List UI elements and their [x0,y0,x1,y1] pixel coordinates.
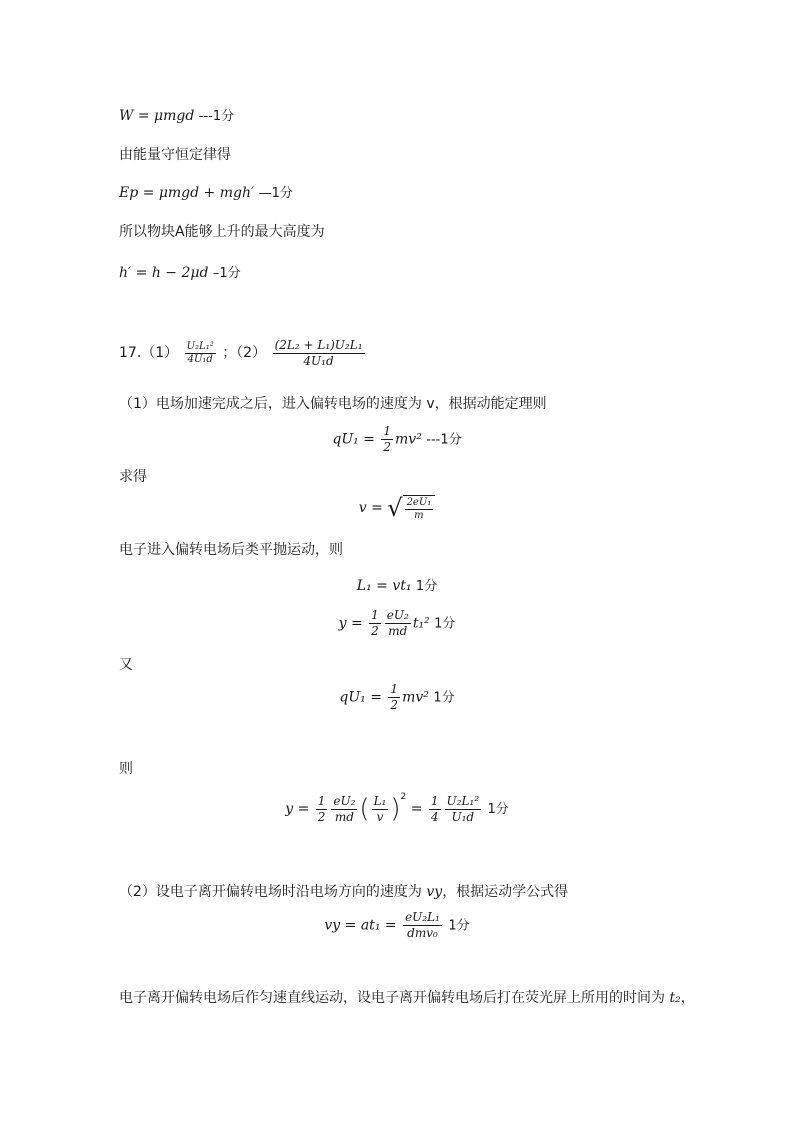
numerator: 1 [317,793,326,808]
denominator: md [334,809,354,824]
lhs: qU₁ = [332,431,375,448]
answer-2-denominator: 4U₁d [303,353,334,368]
radicand-fraction [405,497,434,522]
denominator: v [376,809,384,824]
denominator: md [388,624,408,638]
numerator: U₂L₁² [446,793,480,808]
question-number: 17.（1） [119,345,179,361]
equation-deflection: y = $\frac{1}{2}$ $\frac{\text{eU₂}}{md}$ ( $\frac{\text{L₁}}{v}$ )$^2$ = $\frac{1}{4}$ $\frac{\text{U₂L₁²}}{\text{U₁d}}$ 1分 [285,792,509,824]
denominator: 4 [430,809,439,824]
numerator: eU₂L₁ [405,910,440,924]
half-fraction [388,682,400,713]
variable: t₂ [669,990,681,1006]
sqrt-icon: √ $\frac{\text{2eU₁}}{m}$ [387,494,435,522]
acceleration-fraction [331,794,357,825]
answer-1-numerator: U₂L₁² [186,340,214,352]
text-then: 则 [119,761,133,777]
text-also: 又 [119,657,133,673]
numerator: eU₂ [333,793,356,808]
denominator: m [414,509,424,521]
quarter-fraction [429,794,441,825]
time-fraction [372,794,389,825]
half-fraction [316,794,328,825]
numerator: eU₂ [386,608,409,622]
equation-kinetic-energy-2 [0,682,794,713]
lhs: y = [285,801,310,817]
rhs: mv² [402,689,429,706]
denominator: 2 [383,440,392,454]
text-projectile-motion: 电子进入偏转电场后类平抛运动，则 [119,542,343,558]
lhs: qU₁ = [339,689,382,706]
formula: W = μmgd [119,108,195,124]
numerator: 1 [371,608,379,622]
text: （2）设电子离开偏转电场时沿电场方向的速度为 [119,884,427,900]
equation-vertical-velocity [0,910,794,941]
formula: L₁ = vt₁ [356,578,412,594]
exponent: 2 [400,792,407,802]
half-fraction [381,424,393,455]
score-mark: 1分 [487,802,509,817]
equation-length [0,575,794,594]
score-mark: 1分 [433,690,455,706]
score-mark: ---1分 [198,109,235,124]
text-part1-intro: （1）电场加速完成之后，进入偏转电场的速度为 v，根据动能定理则 [119,396,547,412]
equation-displacement [0,608,794,639]
denominator: U₁d [451,809,475,824]
rhs: mv² [395,431,422,448]
lhs: v = [358,500,383,516]
score-mark: ---1分 [426,432,462,448]
lhs: y = [338,615,363,632]
denominator: 2 [371,624,379,638]
text-part2-intro [119,882,568,902]
acceleration-fraction [385,608,411,639]
answer-1-fraction [185,341,216,366]
half-fraction [369,608,381,639]
equation-potential-energy [119,183,293,204]
score-mark: 1分 [434,616,456,632]
answer-2-fraction [273,338,365,369]
score-mark: 1分 [415,579,438,594]
time-squared: t₁² [412,615,430,632]
formula: Ep = μmgd + mgh′ [119,185,255,201]
equation-work [119,106,234,127]
text: ， [680,990,695,1006]
score-mark: —1分 [258,186,293,201]
text-max-height: 所以物块A能够上升的最大高度为 [119,224,325,240]
equation-kinetic-energy-1 [0,424,794,455]
text-solve: 求得 [119,469,147,485]
denominator: dmv₀ [407,926,438,940]
numerator: L₁ [373,793,387,808]
velocity-fraction [403,910,442,941]
formula: h′ = h − 2μd [119,265,209,281]
numerator: 1 [430,793,439,808]
question-17-answers [119,336,367,370]
numerator: 1 [383,424,392,438]
lhs: vy = at₁ = [324,917,397,934]
answer-1-denominator: 4U₁d [187,353,213,365]
answer-separator: ；（2） [222,345,267,361]
variable: vy [426,884,443,900]
text: ，根据运动学公式得 [442,884,569,900]
text: 电子离开偏转电场后作匀速直线运动，设电子离开偏转电场后打在荧光屏上所用的时间为 [119,990,670,1006]
denominator: 2 [317,809,326,824]
denominator: 2 [390,698,399,712]
equation-velocity [0,494,794,522]
equation-height [119,263,241,284]
text-uniform-motion [119,988,695,1008]
result-fraction [445,794,482,825]
equals: = [410,801,423,817]
score-mark: 1分 [448,918,470,934]
text-energy-conservation: 由能量守恒定律得 [119,147,231,163]
numerator: 2eU₁ [406,496,432,508]
numerator: 1 [390,682,399,696]
answer-2-numerator: (2L₂ + L₁)U₂L₁ [274,337,363,352]
score-mark: –1分 [212,266,241,281]
